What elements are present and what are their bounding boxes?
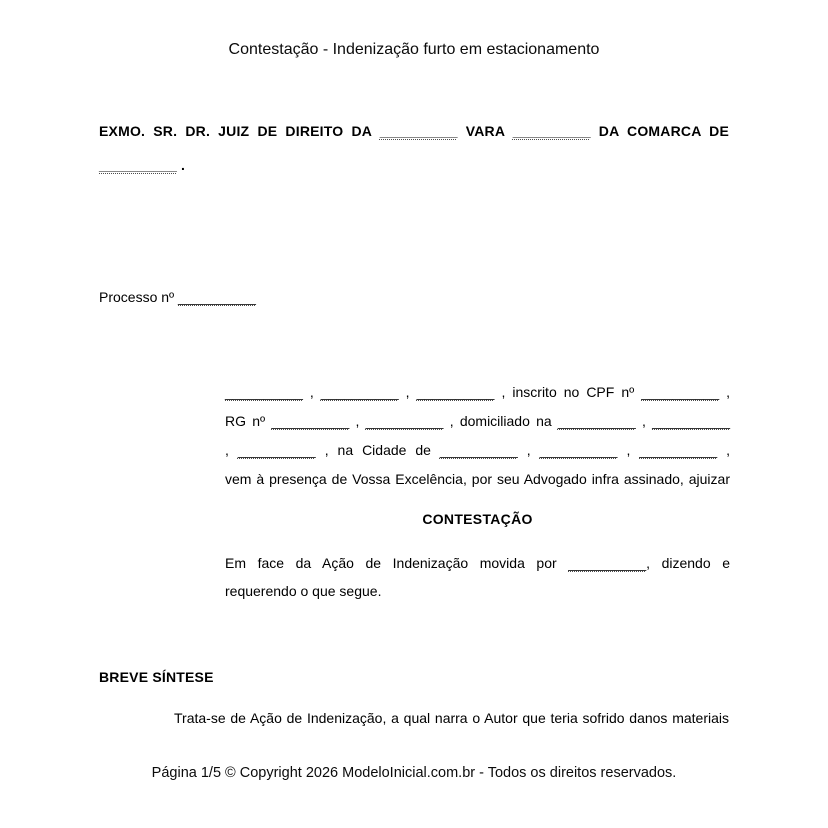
section-heading-contestacao: CONTESTAÇÃO: [422, 511, 533, 527]
blank-field[interactable]: __________: [379, 123, 458, 139]
blank-field[interactable]: __________: [225, 384, 303, 400]
blank-field[interactable]: __________: [365, 413, 444, 429]
qualification-line3: , __________ , na Cidade de __________ , __________ , __________ ,: [225, 442, 731, 458]
statement-line1: Em face da Ação de Indenização movida por __________, dizendo e: [225, 555, 730, 571]
qualification-line4: vem à presença de Vossa Excelência, por seu Advogado infra assinado, ajuizar: [225, 471, 730, 487]
page-footer: Página 1/5 © Copyright 2026 ModeloInicial.com.br - Todos os direitos reservados.: [151, 765, 677, 781]
blank-field[interactable]: __________: [568, 555, 647, 571]
qualification-line2: RG nº __________ , __________ , domiciliado na __________ , __________: [225, 413, 731, 429]
court-header-line2: __________ .: [99, 157, 186, 173]
synthesis-paragraph: Trata-se de Ação de Indenização, a qual narra o Autor que teria sofrido danos materiais: [174, 710, 729, 726]
blank-field[interactable]: __________: [320, 384, 399, 400]
blank-field[interactable]: __________: [641, 384, 720, 400]
blank-field[interactable]: __________: [639, 442, 718, 458]
document-title: Contestação - Indenização furto em estacionamento: [228, 41, 600, 58]
statement-paragraph: [225, 549, 730, 605]
court-header-line1: EXMO. SR. DR. JUIZ DE DIREITO DA __________ VARA __________ DA COMARCA DE: [99, 123, 729, 139]
blank-field[interactable]: __________: [439, 442, 518, 458]
court-header: [99, 114, 729, 182]
blank-field[interactable]: __________: [652, 413, 731, 429]
process-number-line: Processo nº __________: [99, 289, 256, 305]
blank-field[interactable]: __________: [539, 442, 618, 458]
blank-field[interactable]: __________: [237, 442, 316, 458]
party-qualification-paragraph: [225, 378, 730, 494]
section-heading-breve-sintese: BREVE SÍNTESE: [99, 669, 214, 685]
blank-field[interactable]: __________: [271, 413, 350, 429]
blank-field[interactable]: __________: [416, 384, 495, 400]
statement-line2: requerendo o que segue.: [225, 583, 382, 599]
qualification-line1: __________ , __________ , __________ , inscrito no CPF nº __________ ,: [225, 384, 731, 400]
blank-field[interactable]: __________: [99, 157, 177, 173]
blank-field[interactable]: __________: [557, 413, 636, 429]
blank-field[interactable]: __________: [178, 289, 256, 305]
blank-field[interactable]: __________: [512, 123, 591, 139]
